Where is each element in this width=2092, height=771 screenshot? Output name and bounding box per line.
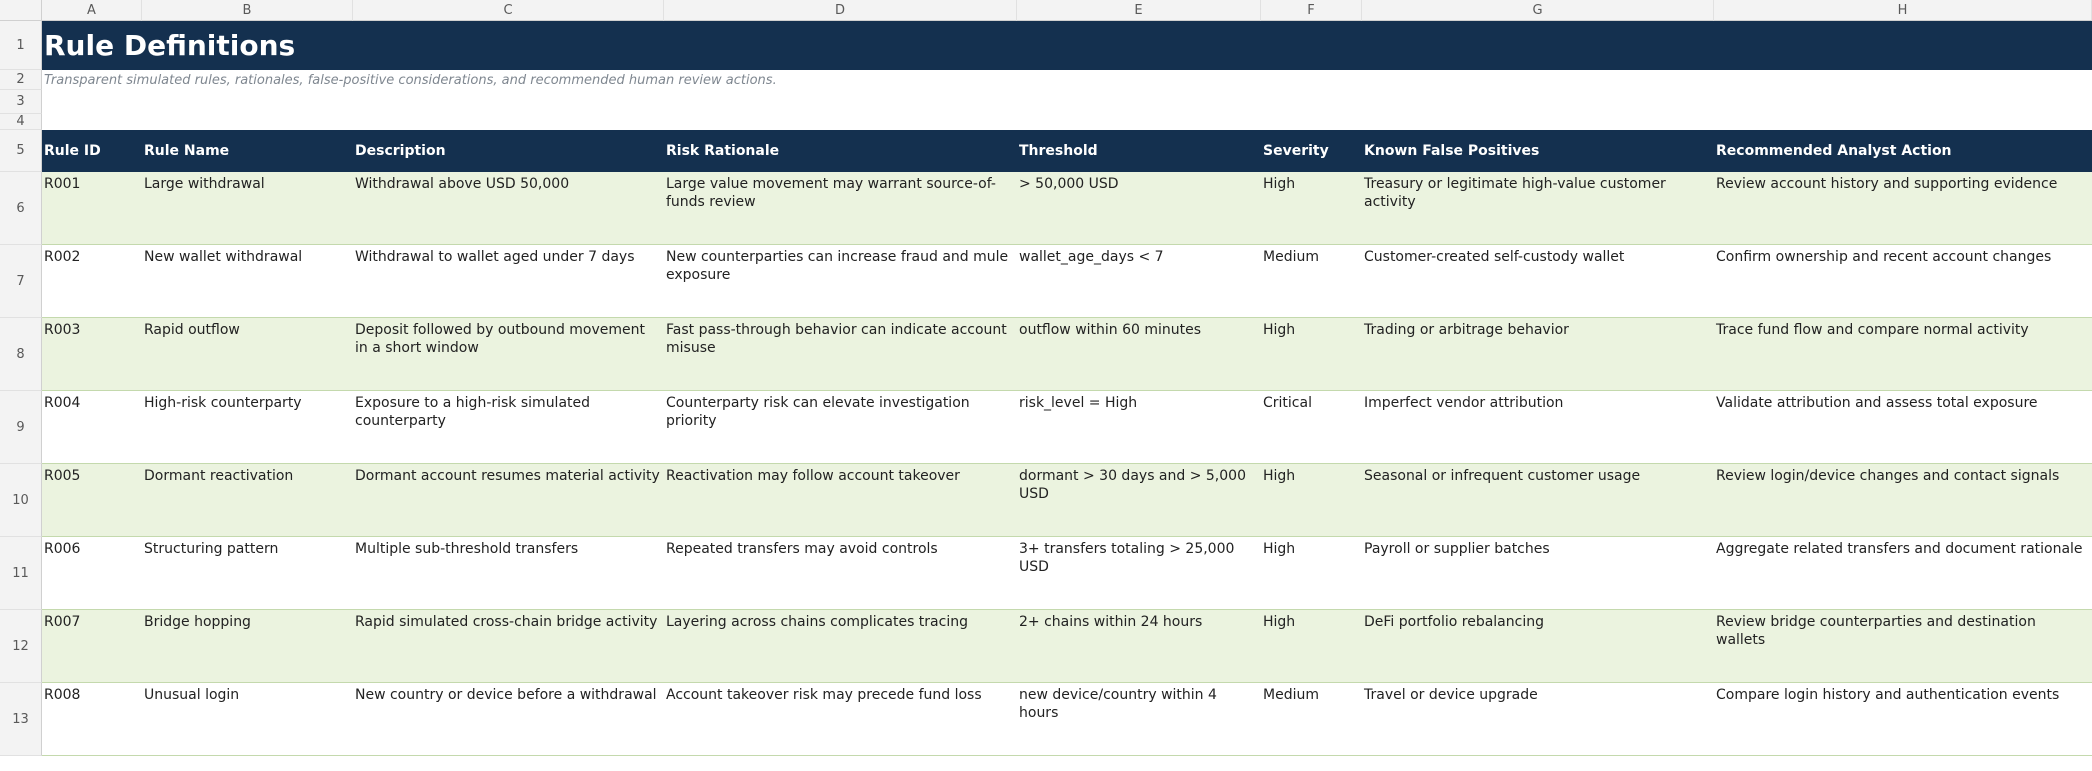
table-header-cell[interactable]: Description	[353, 130, 664, 172]
table-cell[interactable]: outflow within 60 minutes	[1017, 318, 1261, 391]
column-header-a[interactable]: A	[42, 0, 142, 21]
table-cell[interactable]: wallet_age_days < 7	[1017, 245, 1261, 318]
table-cell[interactable]: R008	[42, 683, 142, 756]
row-header-10[interactable]: 10	[0, 464, 42, 537]
table-header-cell[interactable]: Known False Positives	[1362, 130, 1714, 172]
table-cell[interactable]: New country or device before a withdrawal	[353, 683, 664, 756]
page-title[interactable]: Rule Definitions	[42, 21, 2092, 70]
table-cell[interactable]: Customer-created self-custody wallet	[1362, 245, 1714, 318]
table-cell[interactable]: High	[1261, 172, 1362, 245]
table-cell[interactable]: Treasury or legitimate high-value customer activity	[1362, 172, 1714, 245]
table-cell[interactable]: Withdrawal to wallet aged under 7 days	[353, 245, 664, 318]
table-cell[interactable]: High	[1261, 537, 1362, 610]
table-cell[interactable]: Withdrawal above USD 50,000	[353, 172, 664, 245]
table-cell[interactable]: R001	[42, 172, 142, 245]
column-header-g[interactable]: G	[1362, 0, 1714, 21]
table-header-cell[interactable]: Risk Rationale	[664, 130, 1017, 172]
table-cell[interactable]: Multiple sub-threshold transfers	[353, 537, 664, 610]
table-cell[interactable]: Review login/device changes and contact signals	[1714, 464, 2092, 537]
table-cell[interactable]: Review account history and supporting evidence	[1714, 172, 2092, 245]
table-cell[interactable]: R006	[42, 537, 142, 610]
column-header-h[interactable]: H	[1714, 0, 2092, 21]
table-cell[interactable]: Validate attribution and assess total exposure	[1714, 391, 2092, 464]
row-header-7[interactable]: 7	[0, 245, 42, 318]
table-cell[interactable]: risk_level = High	[1017, 391, 1261, 464]
table-cell[interactable]: Medium	[1261, 683, 1362, 756]
table-cell[interactable]: 3+ transfers totaling > 25,000 USD	[1017, 537, 1261, 610]
column-header-c[interactable]: C	[353, 0, 664, 21]
table-cell[interactable]: Trace fund flow and compare normal activity	[1714, 318, 2092, 391]
table-header-cell[interactable]: Severity	[1261, 130, 1362, 172]
table-cell[interactable]: dormant > 30 days and > 5,000 USD	[1017, 464, 1261, 537]
row-header-4[interactable]: 4	[0, 114, 42, 130]
table-cell[interactable]: Large value movement may warrant source-of-funds review	[664, 172, 1017, 245]
row-header-3[interactable]: 3	[0, 90, 42, 114]
table-cell[interactable]: Seasonal or infrequent customer usage	[1362, 464, 1714, 537]
table-cell[interactable]: Layering across chains complicates tracing	[664, 610, 1017, 683]
table-cell[interactable]: R005	[42, 464, 142, 537]
column-header-f[interactable]: F	[1261, 0, 1362, 21]
table-cell[interactable]: Bridge hopping	[142, 610, 353, 683]
table-cell[interactable]: > 50,000 USD	[1017, 172, 1261, 245]
row-header-12[interactable]: 12	[0, 610, 42, 683]
table-cell[interactable]: Account takeover risk may precede fund loss	[664, 683, 1017, 756]
select-all-corner[interactable]	[0, 0, 42, 21]
empty-row-4[interactable]	[42, 114, 2092, 130]
table-header-cell[interactable]: Rule Name	[142, 130, 353, 172]
table-cell[interactable]: Reactivation may follow account takeover	[664, 464, 1017, 537]
table-cell[interactable]: Deposit followed by outbound movement in a short window	[353, 318, 664, 391]
table-cell[interactable]: Rapid outflow	[142, 318, 353, 391]
table-cell[interactable]: Dormant account resumes material activity	[353, 464, 664, 537]
table-cell[interactable]: Aggregate related transfers and document rationale	[1714, 537, 2092, 610]
table-cell[interactable]: Confirm ownership and recent account changes	[1714, 245, 2092, 318]
table-cell[interactable]: Large withdrawal	[142, 172, 353, 245]
table-cell[interactable]: Medium	[1261, 245, 1362, 318]
table-cell[interactable]: Unusual login	[142, 683, 353, 756]
table-cell[interactable]: New wallet withdrawal	[142, 245, 353, 318]
table-cell[interactable]: R002	[42, 245, 142, 318]
row-header-13[interactable]: 13	[0, 683, 42, 756]
table-cell[interactable]: Fast pass-through behavior can indicate account misuse	[664, 318, 1017, 391]
row-header-11[interactable]: 11	[0, 537, 42, 610]
table-cell[interactable]: Critical	[1261, 391, 1362, 464]
table-cell[interactable]: 2+ chains within 24 hours	[1017, 610, 1261, 683]
table-cell[interactable]: Exposure to a high-risk simulated counterparty	[353, 391, 664, 464]
row-header-9[interactable]: 9	[0, 391, 42, 464]
table-cell[interactable]: Repeated transfers may avoid controls	[664, 537, 1017, 610]
empty-row-3[interactable]	[42, 90, 2092, 114]
table-header-cell[interactable]: Rule ID	[42, 130, 142, 172]
table-cell[interactable]: R003	[42, 318, 142, 391]
column-header-d[interactable]: D	[664, 0, 1017, 21]
column-header-b[interactable]: B	[142, 0, 353, 21]
page-subtitle[interactable]: Transparent simulated rules, rationales, false-positive considerations, and recommended human review actions.	[44, 72, 777, 88]
row-header-8[interactable]: 8	[0, 318, 42, 391]
table-cell[interactable]: High	[1261, 318, 1362, 391]
table-cell[interactable]: Structuring pattern	[142, 537, 353, 610]
row-header-6[interactable]: 6	[0, 172, 42, 245]
row-header-2[interactable]: 2	[0, 70, 42, 90]
table-cell[interactable]: new device/country within 4 hours	[1017, 683, 1261, 756]
table-cell[interactable]: Dormant reactivation	[142, 464, 353, 537]
table-cell[interactable]: Rapid simulated cross-chain bridge activity	[353, 610, 664, 683]
table-header-cell[interactable]: Recommended Analyst Action	[1714, 130, 2092, 172]
table-cell[interactable]: Counterparty risk can elevate investigation priority	[664, 391, 1017, 464]
table-cell[interactable]: High-risk counterparty	[142, 391, 353, 464]
table-cell[interactable]: Review bridge counterparties and destination wallets	[1714, 610, 2092, 683]
table-cell[interactable]: Compare login history and authentication events	[1714, 683, 2092, 756]
table-cell[interactable]: High	[1261, 610, 1362, 683]
table-cell[interactable]: Travel or device upgrade	[1362, 683, 1714, 756]
table-cell[interactable]: New counterparties can increase fraud and mule exposure	[664, 245, 1017, 318]
table-cell[interactable]: R004	[42, 391, 142, 464]
row-header-1[interactable]: 1	[0, 21, 42, 70]
table-cell[interactable]: DeFi portfolio rebalancing	[1362, 610, 1714, 683]
table-cell[interactable]: Trading or arbitrage behavior	[1362, 318, 1714, 391]
row-header-5[interactable]: 5	[0, 130, 42, 172]
table-header-cell[interactable]: Threshold	[1017, 130, 1261, 172]
table-cell[interactable]: Imperfect vendor attribution	[1362, 391, 1714, 464]
column-header-e[interactable]: E	[1017, 0, 1261, 21]
table-cell[interactable]: Payroll or supplier batches	[1362, 537, 1714, 610]
table-cell[interactable]: High	[1261, 464, 1362, 537]
table-cell[interactable]: R007	[42, 610, 142, 683]
